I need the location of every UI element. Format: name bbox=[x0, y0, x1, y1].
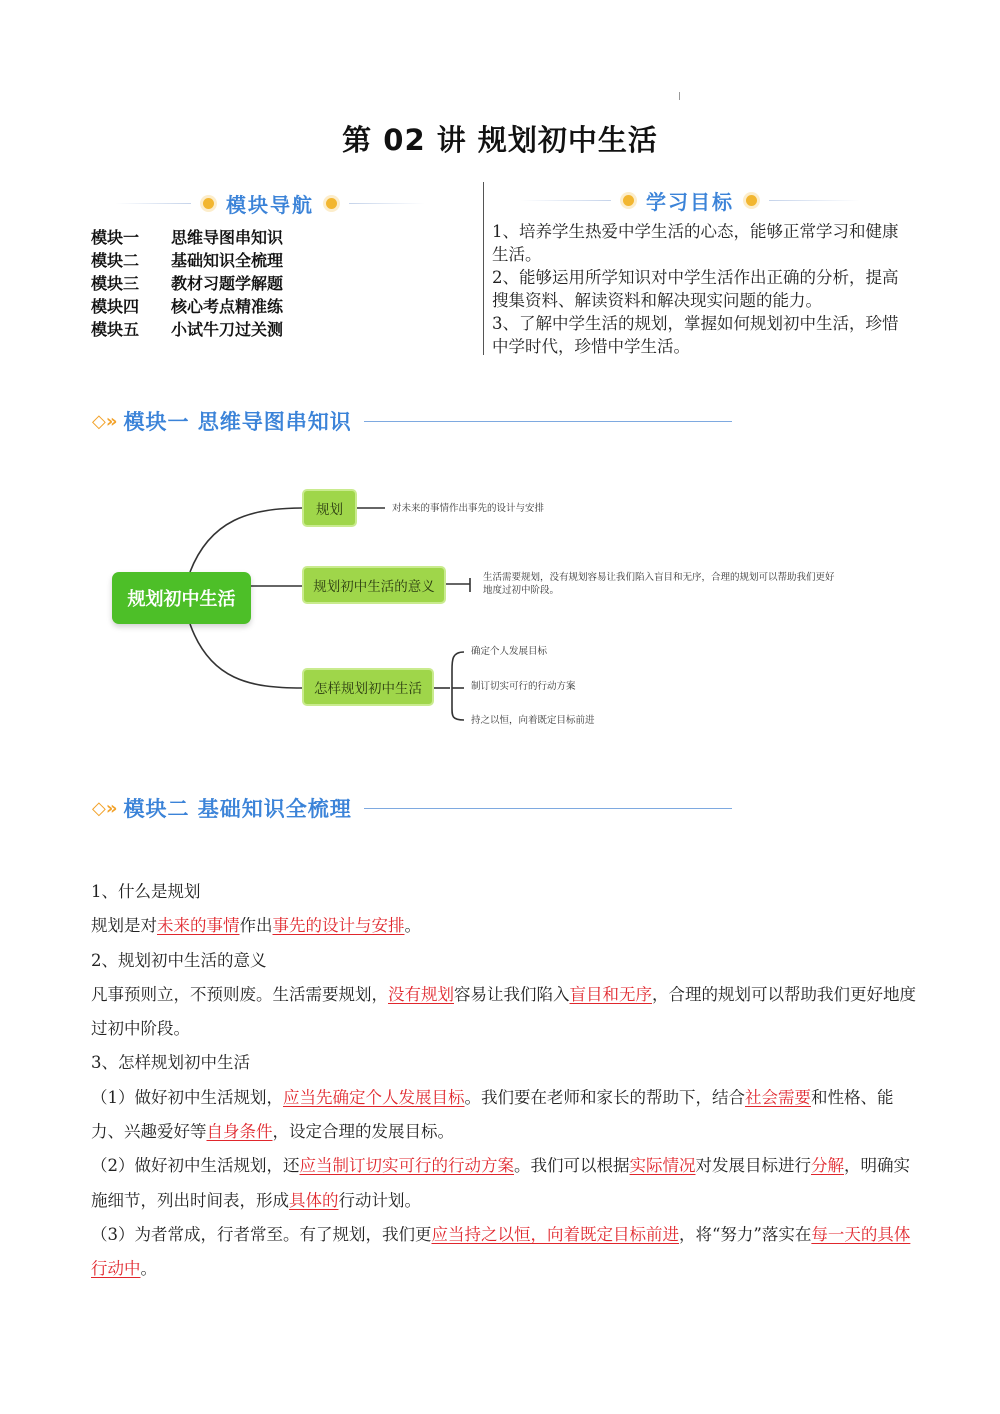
knowledge-content bbox=[91, 875, 921, 1287]
section2-rule bbox=[364, 808, 732, 809]
module-item[interactable]: 模块五 小试牛刀过关测 bbox=[91, 320, 284, 339]
mindmap-leaf: 对未来的事情作出事先的设计与安排 bbox=[392, 503, 545, 514]
subheading: 2、规划初中生活的意义 bbox=[91, 950, 267, 970]
key-phrase: 具体的 bbox=[289, 1190, 339, 1210]
key-phrase: 自身条件 bbox=[206, 1122, 273, 1142]
key-phrase: 社会需要 bbox=[745, 1087, 811, 1107]
module-item[interactable]: 模块一 思维导图串知识 bbox=[91, 228, 284, 247]
connector-branch3 bbox=[190, 624, 302, 688]
paragraph: （3）为者常成，行者常至。有了规划，我们更应当持之以恒，向着既定目标前进，将“努力”落实在每一天的具体行动中。 bbox=[91, 1224, 911, 1279]
key-phrase: 没有规划 bbox=[388, 984, 454, 1004]
goals-heading-text: 学习目标 bbox=[646, 189, 734, 214]
module-item[interactable]: 模块二 基础知识全梳理 bbox=[91, 251, 284, 270]
key-phrase: 应当先确定个人发展目标 bbox=[283, 1087, 465, 1107]
mindmap-branch: 怎样规划初中生活 bbox=[302, 668, 434, 706]
goal-item: 1、培养学生热爱中学生活的心态，能够正常学习和健康生活。 bbox=[492, 222, 899, 264]
key-phrase: 实际情况 bbox=[629, 1156, 696, 1176]
goal-item: 2、能够运用所学知识对中学生活作出正确的分析，提高搜集资料、解读资料和解决现实问题的能力。 bbox=[492, 268, 899, 310]
key-phrase: 未来的事情 bbox=[157, 916, 240, 936]
nav-heading-text: 模块导航 bbox=[226, 192, 314, 217]
goal-item: 3、了解中学生活的规划，掌握如何规划初中生活，珍惜中学时代，珍惜中学生活。 bbox=[492, 314, 899, 356]
key-phrase: 盲目和无序 bbox=[569, 984, 652, 1004]
paragraph: 规划是对未来的事情作出事先的设计与安排。 bbox=[91, 916, 421, 936]
mindmap-branch: 规划初中生活的意义 bbox=[302, 566, 446, 604]
mindmap-leaf: 持之以恒，向着既定目标前进 bbox=[471, 715, 595, 726]
mindmap-leaf: 制订切实可行的行动方案 bbox=[471, 681, 576, 692]
section1-title: 模块一 思维导图串知识 bbox=[123, 410, 352, 434]
subheading: 3、怎样规划初中生活 bbox=[91, 1053, 250, 1073]
key-phrase: 事先的设计与安排 bbox=[272, 916, 405, 936]
section2-band bbox=[92, 792, 732, 824]
chevron-icon: ◇» bbox=[92, 410, 118, 432]
mindmap-leaf: 确定个人发展目标 bbox=[471, 646, 548, 657]
module-item[interactable]: 模块四 核心考点精准练 bbox=[91, 297, 284, 316]
section2-title: 模块二 基础知识全梳理 bbox=[123, 797, 352, 821]
subheading: 1、什么是规划 bbox=[91, 882, 201, 901]
chevron-icon: ◇» bbox=[92, 797, 118, 819]
mindmap-leaf: 生活需要规划，没有规划容易让我们陷入盲目和无序，合理的规划可以帮助我们更好地度过初中阶段。 bbox=[483, 572, 835, 596]
page-title: 第 02 讲 规划初中生活 bbox=[342, 123, 658, 157]
mindmap-branch: 规划 bbox=[302, 489, 357, 527]
key-phrase: 分解 bbox=[811, 1156, 844, 1176]
connector-leaf2 bbox=[446, 578, 470, 592]
paragraph: 凡事预则立，不预则废。生活需要规划，没有规划容易让我们陷入盲目和无序，合理的规划可以帮助我们更好地度过初中阶段。 bbox=[91, 984, 916, 1039]
paragraph: （2）做好初中生活规划，还应当制订切实可行的行动方案。我们可以根据实际情况对发展目标进行分解，明确实施细节，列出时间表，形成具体的行动计划。 bbox=[91, 1156, 910, 1210]
connector-branch1 bbox=[190, 508, 302, 572]
bracket-leaf3 bbox=[452, 652, 464, 720]
paragraph: （1）做好初中生活规划，应当先确定个人发展目标。我们要在老师和家长的帮助下，结合社会需要和性格、能力、兴趣爱好等自身条件，设定合理的发展目标。 bbox=[91, 1087, 894, 1142]
key-phrase: 每一天的具体行动中 bbox=[91, 1224, 911, 1279]
key-phrase: 应当制订切实可行的行动方案 bbox=[299, 1156, 514, 1176]
module-item[interactable]: 模块三 教材习题学解题 bbox=[91, 274, 284, 293]
mindmap-root: 规划初中生活 bbox=[112, 572, 251, 624]
key-phrase: 应当持之以恒，向着既定目标前进 bbox=[431, 1224, 679, 1244]
